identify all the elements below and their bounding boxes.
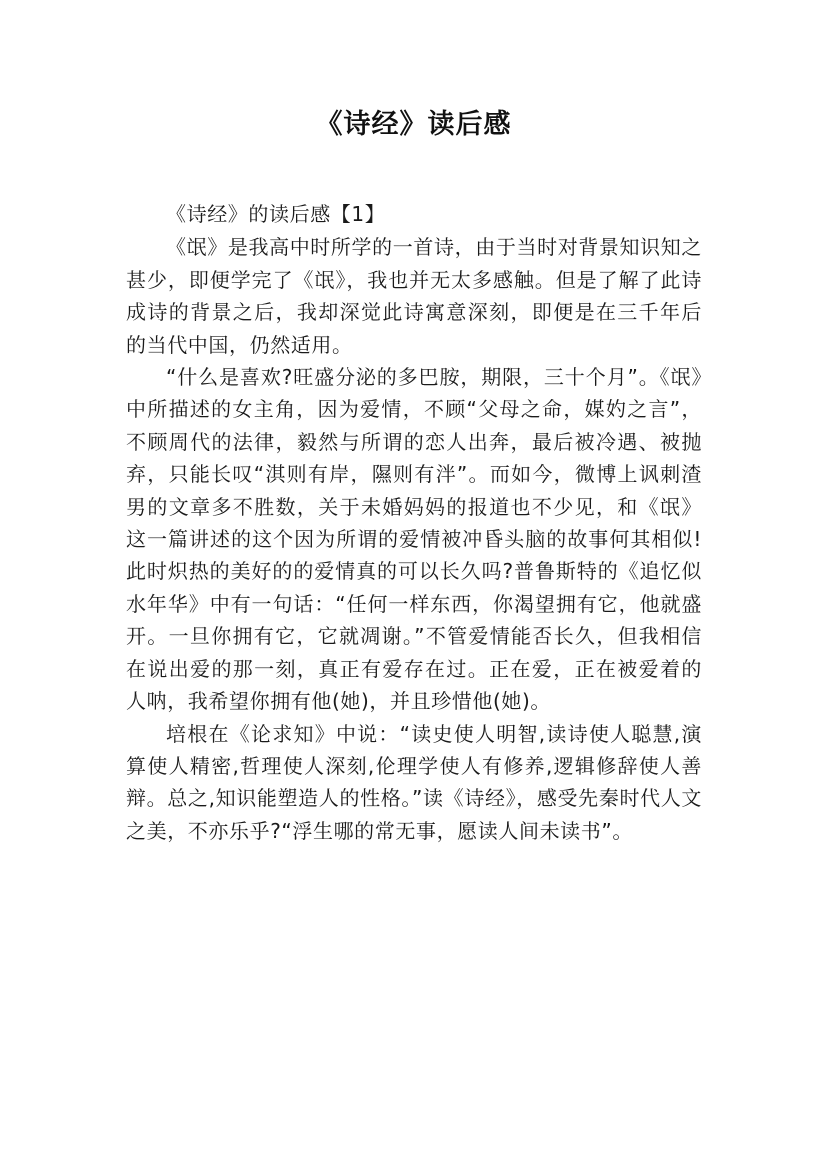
paragraph-1: 《氓》是我高中时所学的一首诗，由于当时对背景知识知之甚少，即便学完了《氓》，我也并无太多感触。但是了解了此诗成诗的背景之后，我却深觉此诗寓意深刻，即便是在三千年后的当代中国，仍然适用。 bbox=[126, 235, 702, 357]
section-heading: 《诗经》的读后感【1】 bbox=[166, 202, 386, 226]
page-title: 《诗经》读后感 bbox=[315, 109, 512, 140]
article-body bbox=[126, 198, 702, 847]
paragraph-2: “什么是喜欢?旺盛分泌的多巴胺，期限，三十个月”。《氓》中所描述的女主角，因为爱情，不顾“父母之命，媒妁之言”，不顾周代的法律，毅然与所谓的恋人出奔，最后被冷遇、被抛弃，只能长叹“淇则有岸，隰则有泮”。而如今，微博上讽刺渣男的文章多不胜数，关于未婚妈妈的报道也不少见，和《氓》这一篇讲述的这个因为所谓的爱情被冲昏头脑的故事何其相似!此时炽热的美好的的爱情真的可以长久吗?普鲁斯特的《追忆似水年华》中有一句话：“任何一样东西，你渴望拥有它，他就盛开。一旦你拥有它，它就凋谢。”不管爱情能否长久，但我相信在说出爱的那一刻，真正有爱存在过。正在爱，正在被爱着的人呐，我希望你拥有他(她)，并且珍惜他(她)。 bbox=[126, 365, 702, 714]
paragraph-3: 培根在《论求知》中说：“读史使人明智,读诗使人聪慧,演算使人精密,哲理使人深刻,伦理学使人有修养,逻辑修辞使人善辩。总之,知识能塑造人的性格。”读《诗经》，感受先秦时代人文之美，不亦乐乎?“浮生哪的常无事，愿读人间未读书”。 bbox=[126, 721, 702, 843]
